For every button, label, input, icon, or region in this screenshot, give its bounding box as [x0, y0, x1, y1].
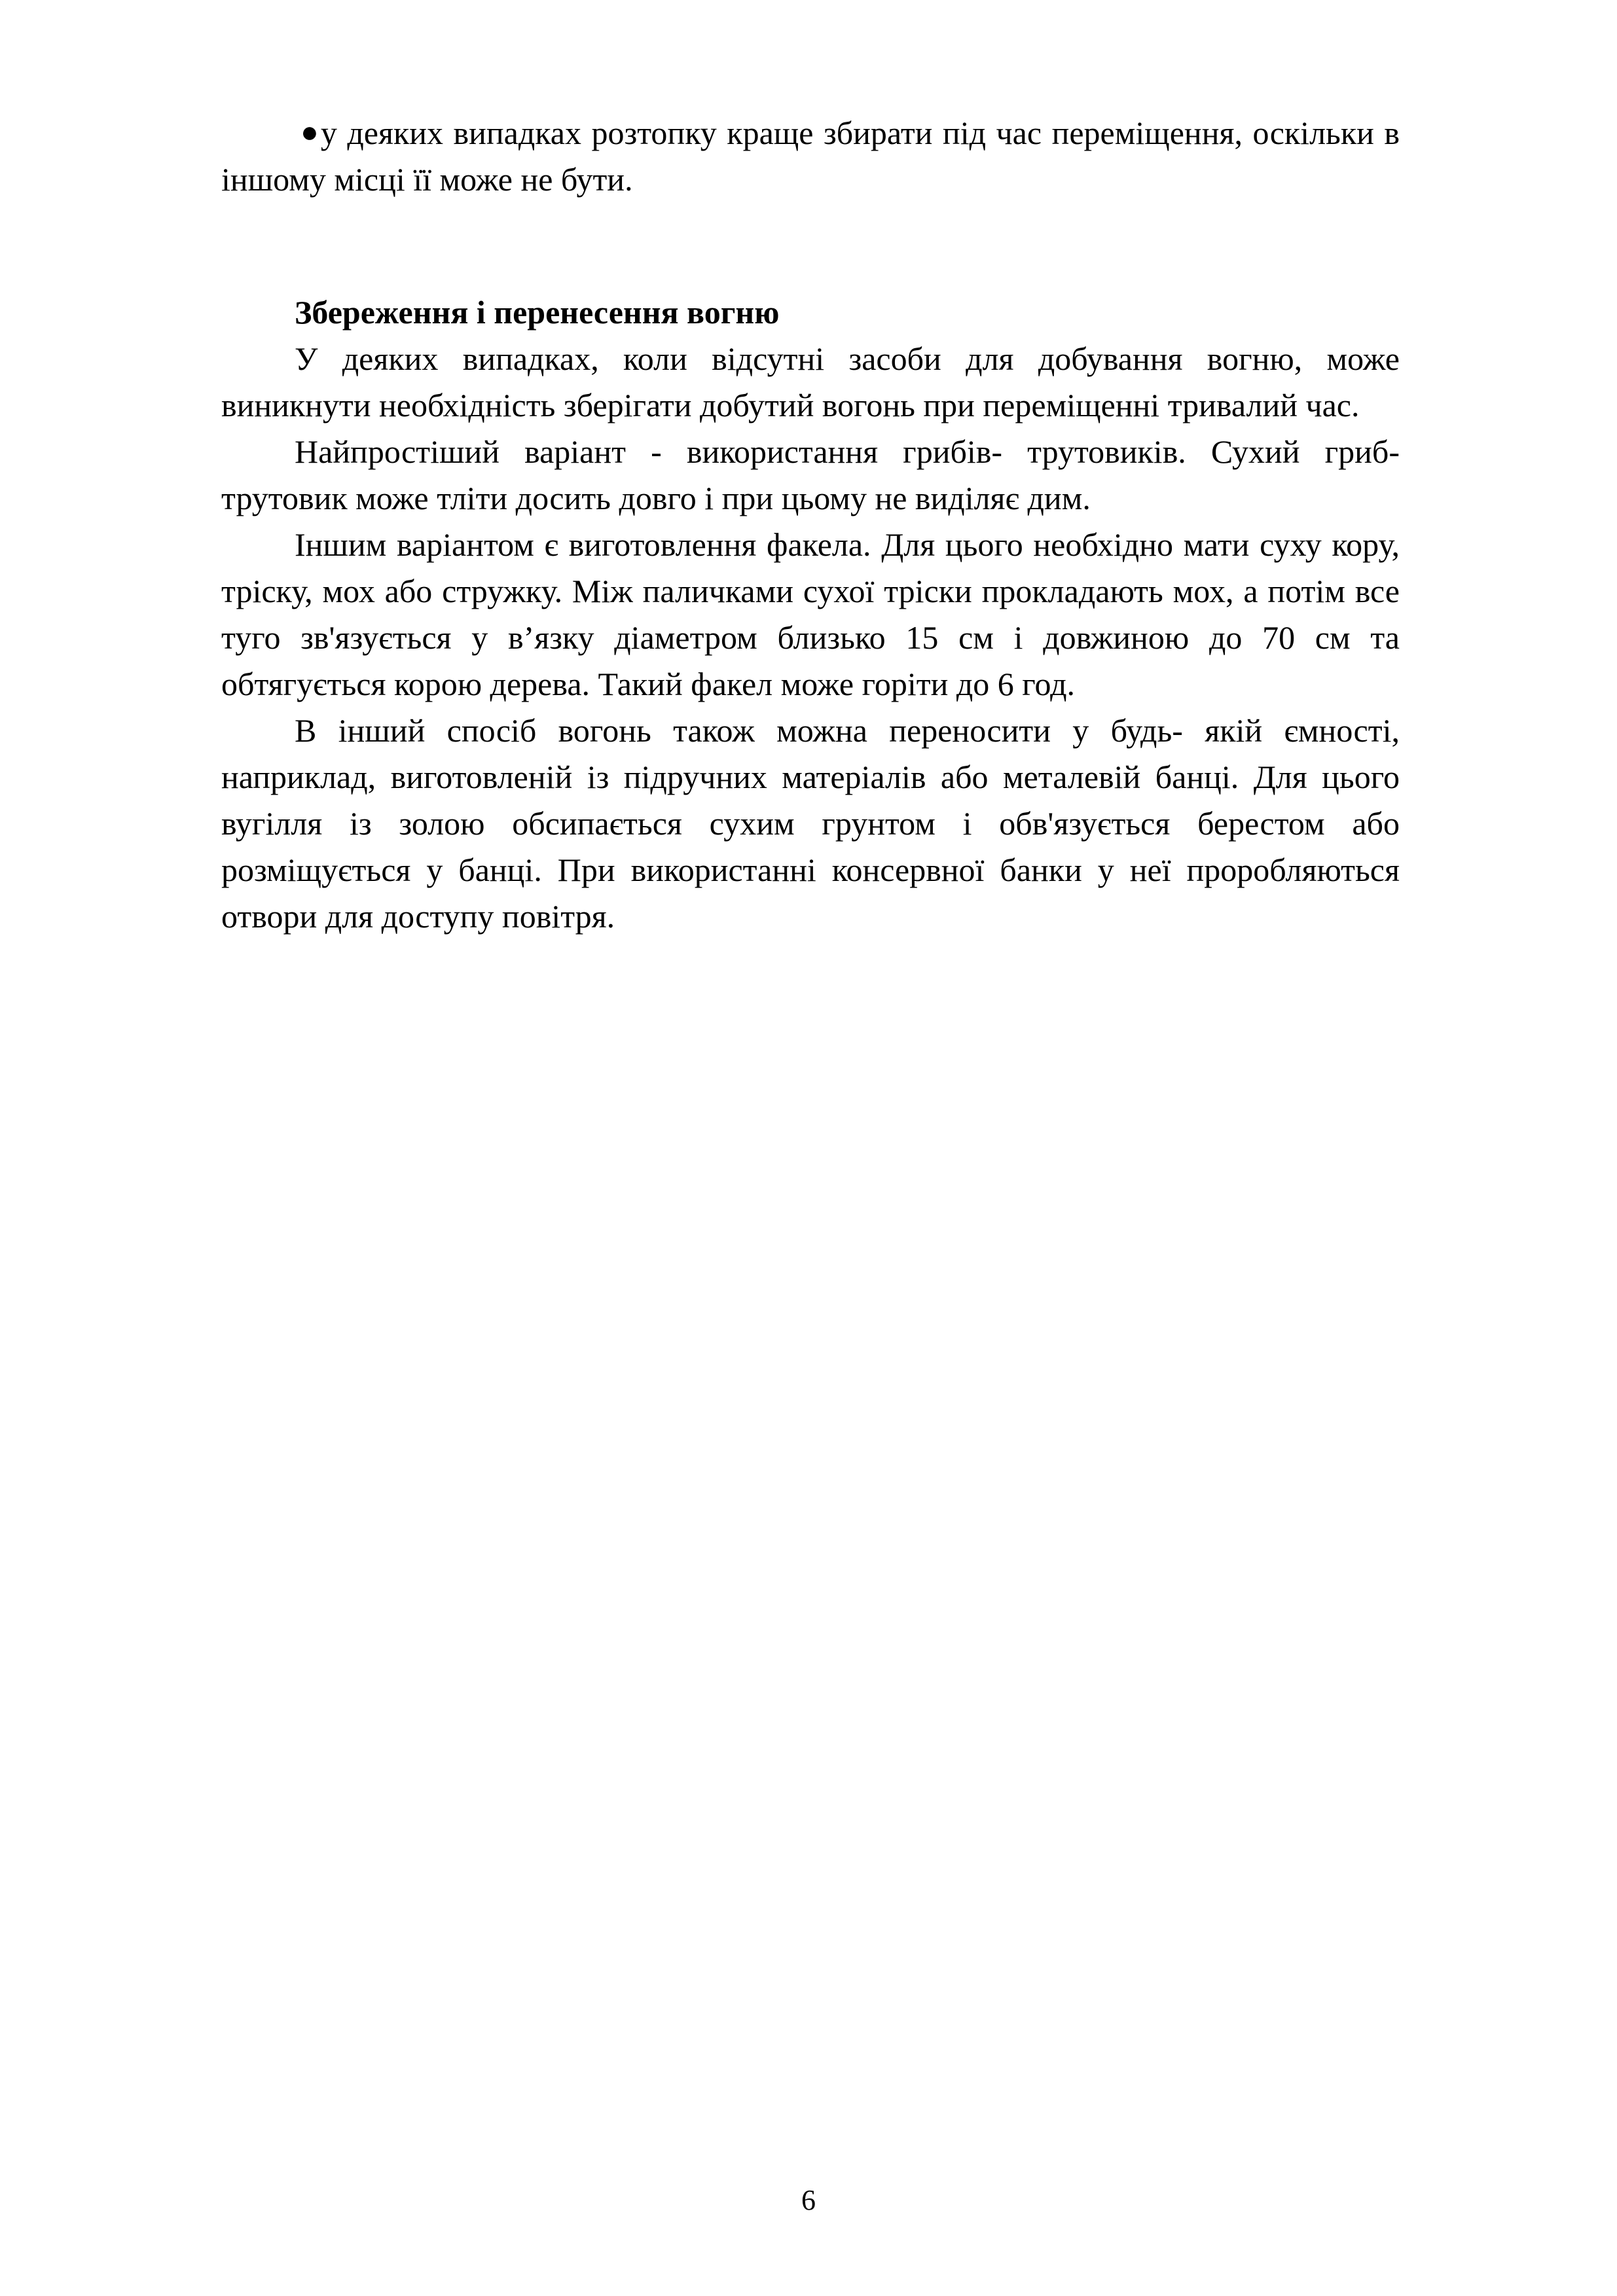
paragraph-3: Іншим варіантом є виготовлення факела. Для цього необхідно мати суху кору, тріску, мох або стружку. Між паличками сухої тріски прокладають мох, а потім все туго зв'язується у в’язку діаметром близько 15 см і довжиною до 70 см та обтягується корою дерева. Такий факел може горіти до 6 год. [221, 526, 1400, 702]
bullet-dot-icon: ● [299, 115, 321, 149]
paragraph-1: У деяких випадках, коли відсутні засоби для добування вогню, може виникнути необхідність зберігати добутий вогонь при переміщенні тривалий час. [221, 340, 1400, 423]
paragraph-2: Найпростіший варіант - використання грибів- трутовиків. Сухий гриб-трутовик може тліти досить довго і при цьому не виділяє дим. [221, 433, 1400, 516]
paragraph-4: В інший спосіб вогонь також можна переносити у будь- якій ємності, наприклад, виготовленій із підручних матеріалів або металевій банці. Для цього вугілля із золою обсипається сухим грунтом і обв'язується берестом або розміщується у банці. При використанні консервної банки у неї проробляються отвори для доступу повітря. [221, 712, 1400, 935]
bullet-item-text: у деяких випадках розтопку краще збирати під час переміщення, оскільки в іншому місці її може не бути. [221, 115, 1400, 198]
page-number: 6 [801, 2184, 816, 2216]
page-content-area [221, 110, 1400, 940]
section-spacer [221, 203, 1400, 289]
bullet-list-item [221, 110, 1400, 203]
section-heading: Збереження і перенесення вогню [295, 294, 780, 331]
